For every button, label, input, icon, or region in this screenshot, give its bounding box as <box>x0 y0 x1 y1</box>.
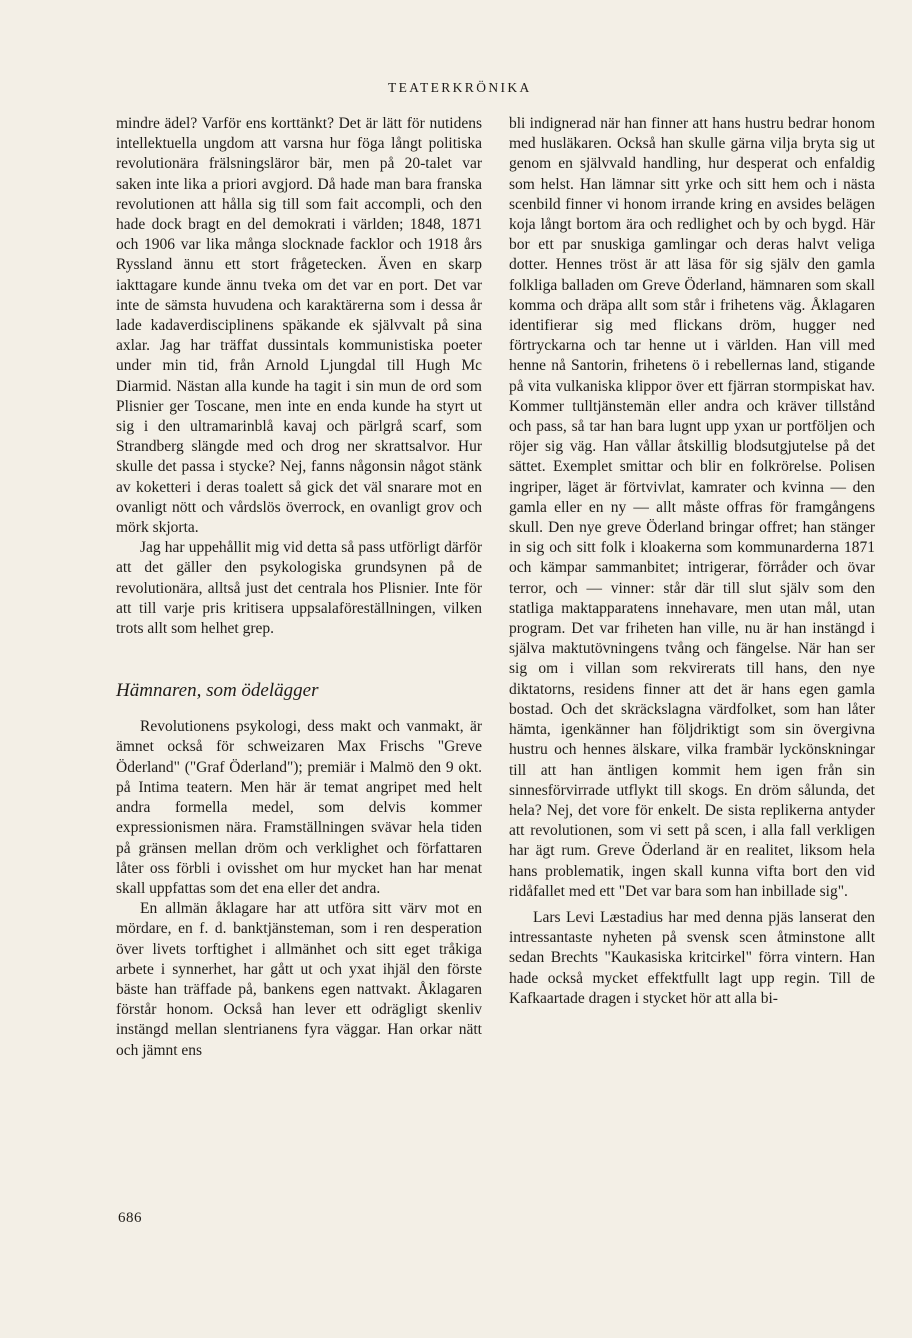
section-heading: Hämnaren, som ödelägger <box>116 680 319 702</box>
right-paragraph-1: bli indignerad när han finner att hans hustru bedrar honom med husläkaren. Också han skulle gärna vilja bryta sig ut genom en självvald handling, hur desperat och enfaldig som helst. Han lämnar sitt yrke och sitt hem och i nästa scenbild finner vi honom irrande kring en avsides belägen koja långt bortom ära och redlighet och by och bygd. Här bor ett par snuskiga gamlingar och deras halvt veliga dotter. Hennes tröst är att läsa för sig själv den gamla folkliga balladen om Greve Öderland, hämnaren som skall komma och dräpa allt som står i frihetens väg. Åklagaren identifierar sig med flickans dröm, hugger ned förtryckarna och tar henne ut i världen. Han vill med henne nå Santorin, frihetens ö i rebellernas land, stigande på vita vulkaniska klippor över ett fjärran stormpiskat hav. Kommer tulltjänstemän eller andra och kräver tillstånd och pass, så tar han bara lugnt upp yxan ur portföljen och röjer sig väg. Han vållar åtskillig blodsutgjutelse på det sättet. Exemplet smittar och blir en folkrörelse. Polisen ingriper, läget är förtvivlat, kamrater och kvinna — den gamla eller en ny — allt måste offras för framgångens skull. Den nye greve Öderland bringar offret; han stänger in sig och sitt folk i kloakerna som kommunarderna 1871 och kämpar sammanbitet; intrigerar, förråder och övar terror, och — vinner: står där till slut själv som den statliga maktapparatens innehavare, men utan mål, utan program. Det var friheten han ville, nu är han instängd i själva maktutövningens tvång och fängelse. När han ser sig om i villan som rekvirerats till hans, den nye diktatorns, residens finner att det är hans egen gamla bostad. Och det skräckslagna värdfolket, som han låter hämta, igenkänner han följdriktigt som sin övergivna hustru och hennes älskare, vilka frambär lyckönskningar till att han äntligen kommit hem igen från sin sinnesförvirrade utflykt till skogs. En dröm sålunda, det hela? Nej, det vore för enkelt. De sista replikerna antyder att revolutionen, som vi sett på scen, i alla fall verkligen har ägt rum. Greve Öderland är en realitet, liksom hela hans problematik, ingen skall kunna vifta bort den vid ridåfallet med ett "Det var bara som han inbillade sig". <box>509 115 875 900</box>
right-column <box>509 114 875 1009</box>
left-column <box>116 114 482 1061</box>
right-paragraph-2: Lars Levi Læstadius har med denna pjäs lanserat den intressantaste nyheten på svensk scen åtminstone allt sedan Brechts "Kaukasiska kritcirkel" förra vintern. Han hade också mycket effektfullt lagt upp regin. Till de Kafkaartade dragen i stycket hör att alla bi- <box>509 908 875 1007</box>
left-paragraph-4: En allmän åklagare har att utföra sitt värv mot en mördare, en f. d. banktjänsteman, som i ren desperation över livets torftighet i allmänhet och sitt eget tråkiga arbete i synnerhet, har gått ut och yxat ihjäl den förste bäste han träffade på, bankens egen nattvakt. Åklagaren förstår honom. Också han lever ett odrägligt skenliv instängd mellan slentrianens fyra väggar. Han orkar nätt och jämnt ens <box>116 900 482 1059</box>
page-number: 686 <box>118 1210 142 1226</box>
left-paragraph-3: Revolutionens psykologi, dess makt och vanmakt, är ämnet också för schweizaren Max Frischs "Greve Öderland" ("Graf Öderland"); premiär i Malmö den 9 okt. på Intima teatern. Men här är temat angripet med helt andra formella medel, som delvis kommer expressionismen nära. Framställningen svävar hela tiden på gränsen mellan dröm och verklighet och författaren låter oss förbli i ovisshet om hur mycket han har menat skall uppfattas som det ena eller det andra. <box>116 718 482 897</box>
left-paragraph-1: mindre ädel? Varför ens korttänkt? Det är lätt för nutidens intellektuella ungdom att varsna hur föga långt politiska revolutionära frälsningsläror bär, men på 20-talet var saken inte lika a priori avgjord. Då hade man bara franska revolutionen att hålla sig till som fait accompli, och den hade dock bragt en del demokrati i världen; 1848, 1871 och 1906 var lika många slocknade facklor och 1918 års Ryssland ännu ett stort frågetecken. Även en skarp iakttagare kunde ännu tveka om det var en port. Det var inte de sämsta huvudena och karaktärerna som i dessa år lade kadaverdisciplinens späkande ek självvalt på sina axlar. Jag har träffat dussintals kommunistiska poeter under min tid, från Arnold Ljungdal till Hugh Mc Diarmid. Nästan alla kunde ha tagit i sin mun de ord som Plisnier ger Toscane, men inte en enda kunde ha styrt ut sig i den ultramarinblå kavaj och pärlgrå scarf, som Strandberg slängde med och drog ner skrattsalvor. Hur skulle det passa i stycke? Nej, fanns någonsin något stänk av koketteri i deras toalett så gick det väl snarare mot en ovanligt nött och vårdslös överrock, en ovanligt grov och mörk skjorta. <box>116 115 482 537</box>
running-head: TEATERKRÖNIKA <box>388 80 532 95</box>
left-paragraph-2: Jag har uppehållit mig vid detta så pass utförligt därför att det gäller den psykologiska grundsynen på de revolutionära, alltså just det centrala hos Plisnier. Inte för att till varje pris kritisera uppsalaföreställningen, vilken trots allt som helhet grep. <box>116 539 482 638</box>
